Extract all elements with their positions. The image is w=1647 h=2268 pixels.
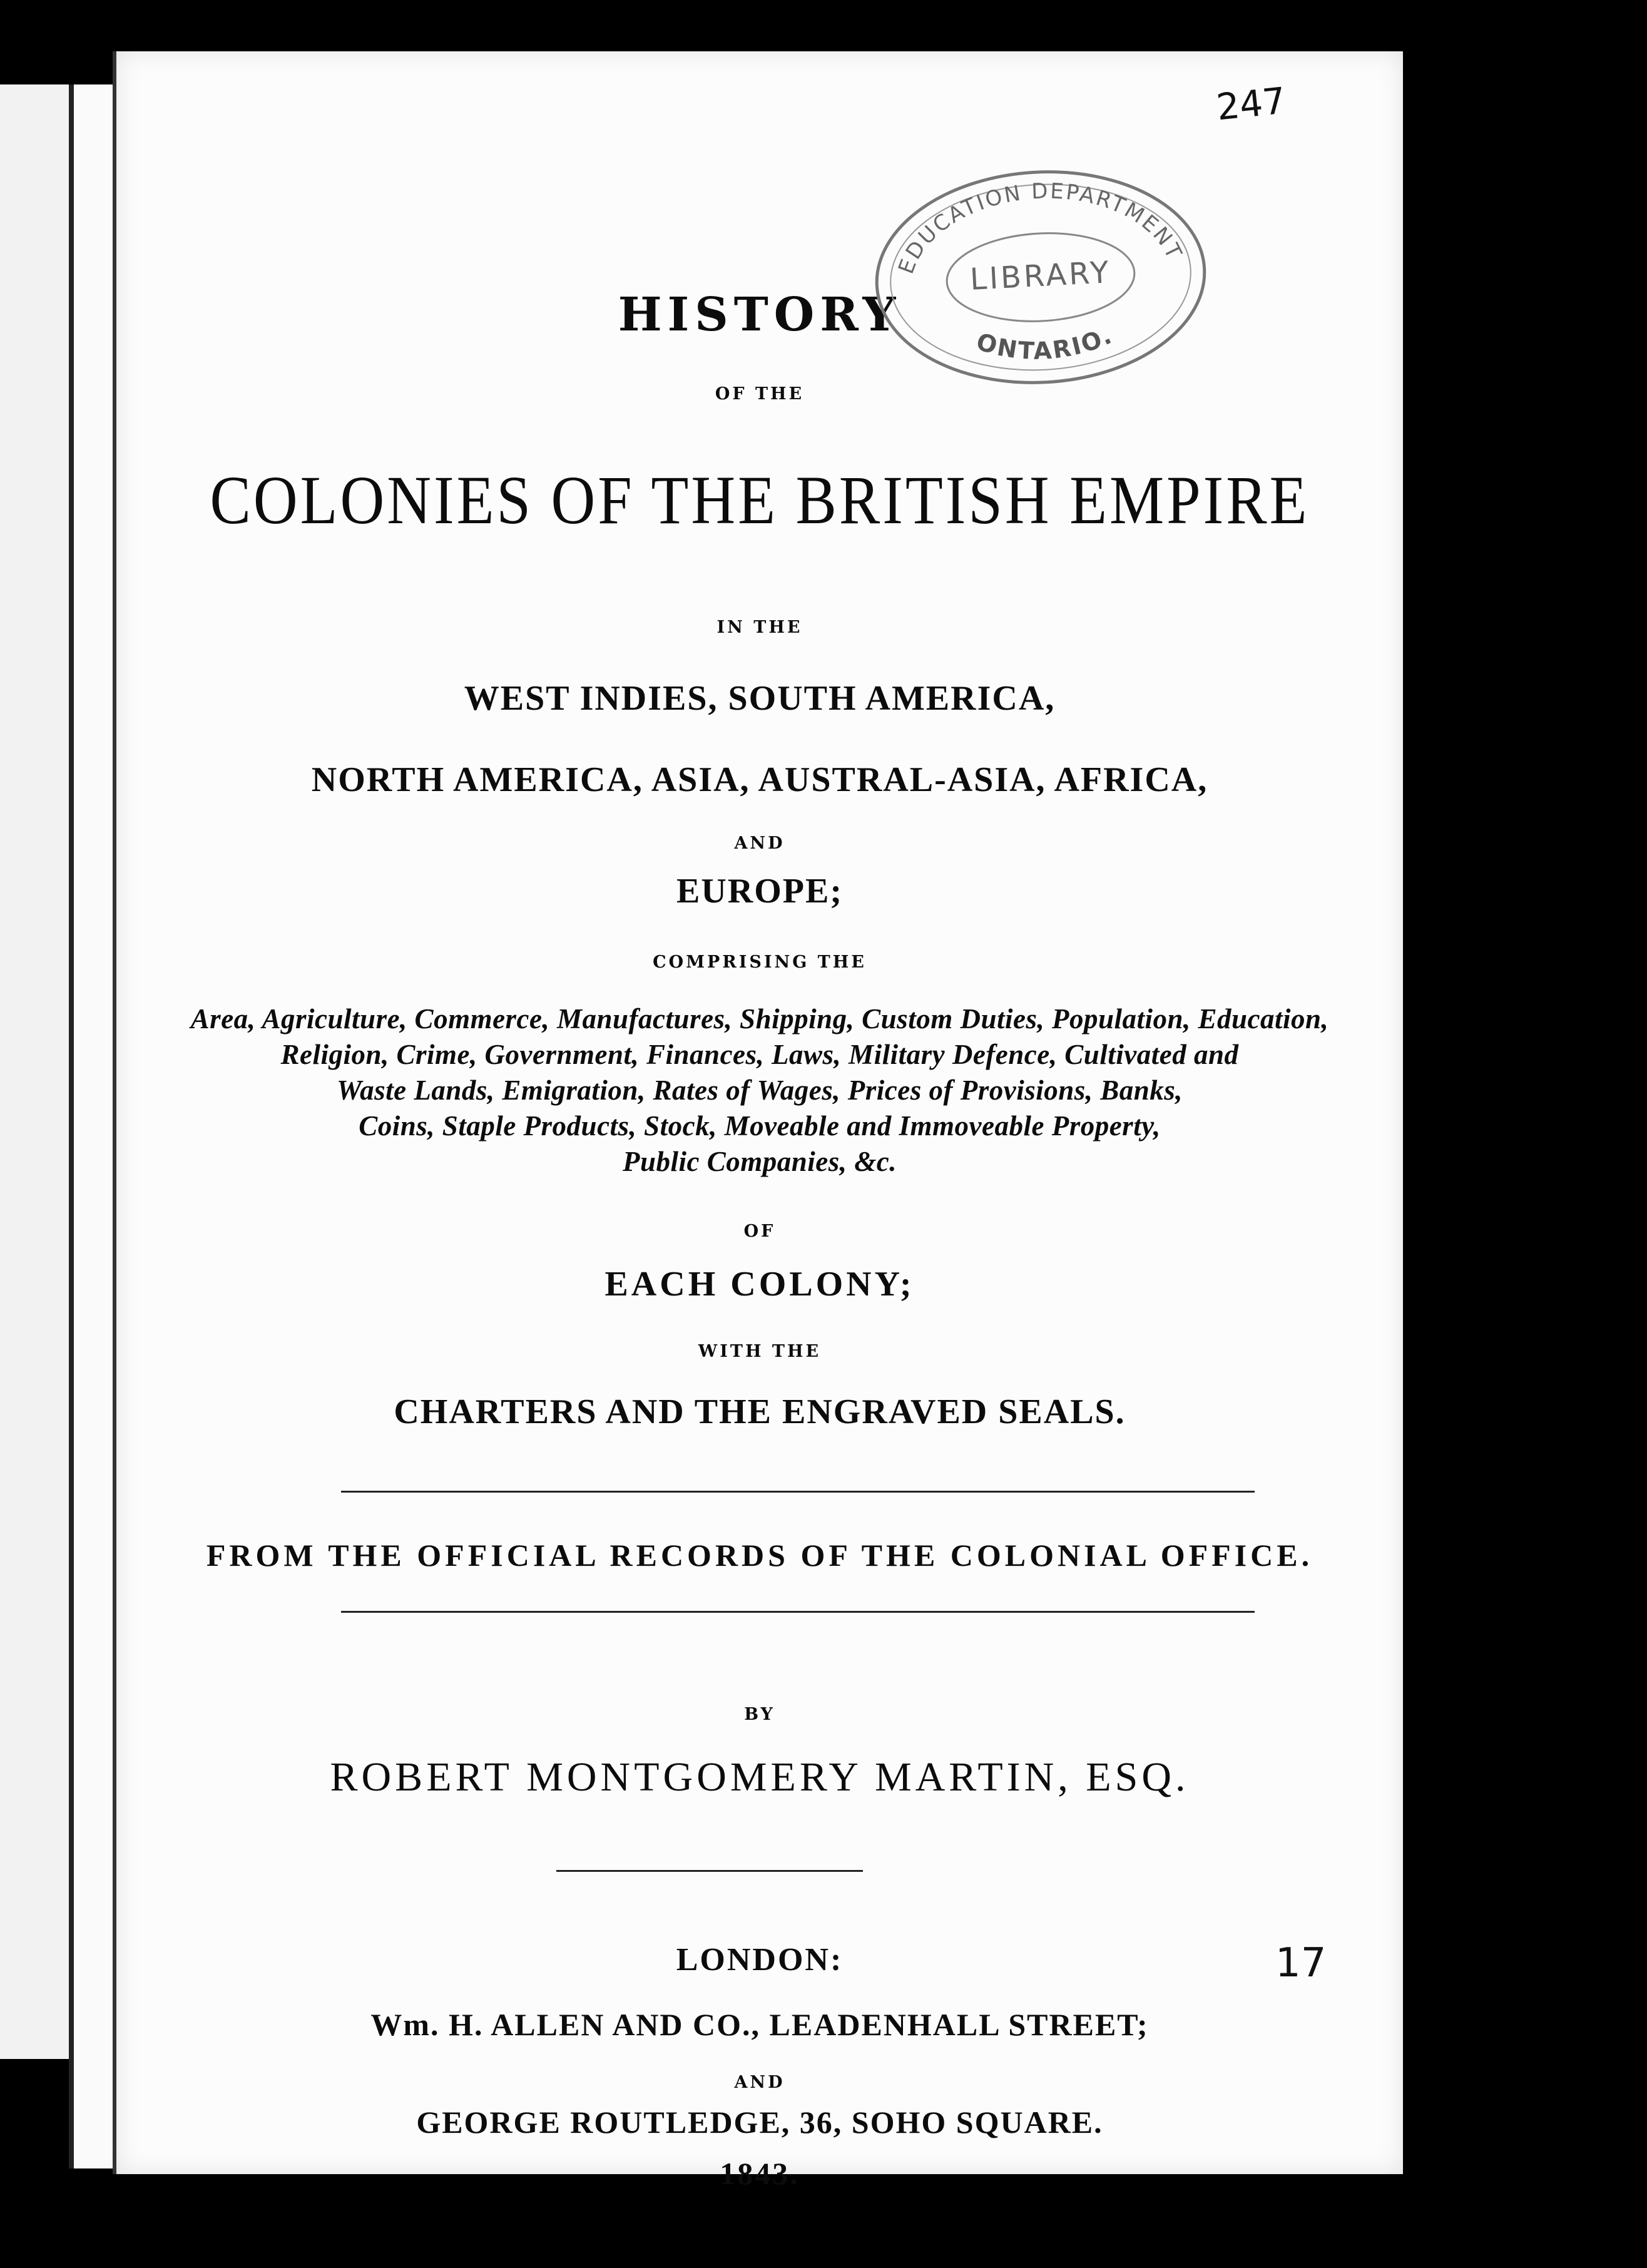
stamp-outer-text: EDUCATION DEPARTMENT [893,178,1188,278]
publisher-routledge: GEORGE ROUTLEDGE, 36, SOHO SQUARE. [416,2105,1103,2140]
imprint-city: LONDON: [676,1942,844,1978]
charters-line: CHARTERS AND THE ENGRAVED SEALS. [394,1392,1126,1431]
author-name: ROBERT MONTGOMERY MARTIN, ESQ. [330,1754,1190,1800]
topics-line-3: Waste Lands, Emigration, Rates of Wages, Prices of Provisions, Banks, [336,1075,1183,1106]
left-page-fragment [0,84,72,2059]
connector-in-the: IN THE [716,618,803,637]
topics-line-2: Religion, Crime, Government, Finances, Laws, Military Defence, Cultivated and [280,1039,1239,1070]
official-records-line: FROM THE OFFICIAL RECORDS OF THE COLONIAL OFFICE. [206,1538,1313,1573]
divider-rule [341,1611,1255,1613]
each-colony: EACH COLONY; [604,1265,915,1304]
connector-comprising: COMPRISING THE [653,953,867,972]
handwritten-number-top: 247 [1214,79,1288,129]
title-page [113,51,1403,2191]
handwritten-number-margin: 17 [1275,1940,1327,1986]
topics-line-1: Area, Agriculture, Commerce, Manufactures, Shipping, Custom Duties, Population, Education, [190,1003,1329,1034]
connector-by: BY [744,1705,775,1724]
regions-line-1: WEST INDIES, SOUTH AMERICA, [464,679,1056,718]
connector-and: AND [734,2073,785,2092]
short-divider-rule [556,1870,863,1872]
connector-and: AND [734,834,785,853]
divider-rule [341,1491,1255,1493]
topics-line-4: Coins, Staple Products, Stock, Moveable and Immoveable Property, [359,1110,1161,1142]
library-stamp [860,152,1221,403]
regions-line-2: NORTH AMERICA, ASIA, AUSTRAL-ASIA, AFRICA, [311,760,1208,799]
stamp-bottom-text: ONTARIO. [973,320,1118,365]
publisher-allen: Wm. H. ALLEN AND CO., LEADENHALL STREET; [370,2007,1149,2042]
publication-year: 1843. [720,2156,800,2191]
stamp-center-text: LIBRARY [969,255,1113,297]
topics-line-5: Public Companies, &c. [623,1146,897,1177]
connector-with-the: WITH THE [698,1342,822,1361]
connector-of-the: OF THE [715,384,805,404]
heading-history: HISTORY [618,288,902,342]
connector-of: OF [743,1222,776,1241]
main-title: COLONIES OF THE BRITISH EMPIRE [210,462,1310,539]
region-europe: EUROPE; [676,872,843,911]
left-page-edge [69,84,118,2168]
